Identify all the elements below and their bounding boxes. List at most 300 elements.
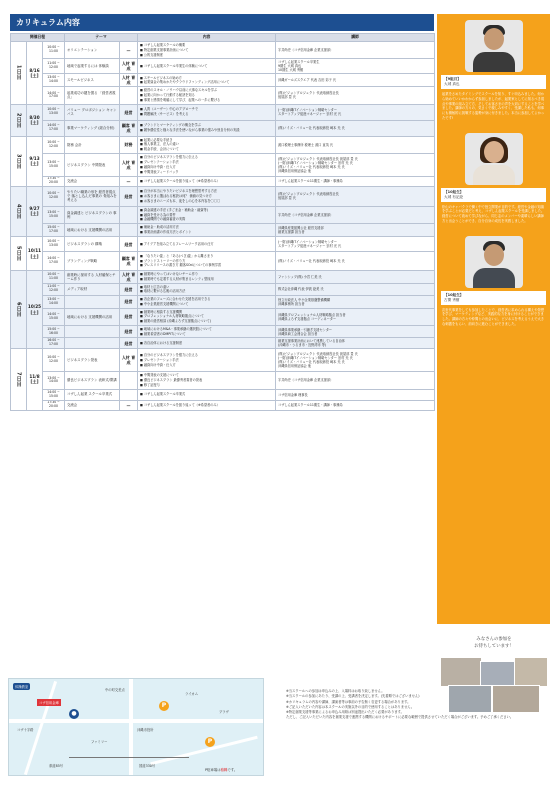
content-item: ■ 補助金・助成の活用方法 xyxy=(140,225,273,230)
session-time: 14:00 ~ 15:00 xyxy=(43,308,65,325)
speaker-line: 沖縄県信用保証協会 他 xyxy=(278,364,311,369)
lecturer-testimonial: 松山のキャバクラで働く中で独立開業が目的です。経営や金融の知識を学ぶことが必要だと考え、コザしん起業スクールを受講しました。経営について改めて学びながら、同じ志のメンバーや素晴らしい講師方と出会うことができ、自分自身の成長を実感しました。 xyxy=(442,204,545,223)
header-speaker: 講師 xyxy=(276,34,435,42)
parking-note-prefix: P駐車場は xyxy=(205,768,221,772)
table-row xyxy=(11,271,435,284)
session-content xyxy=(138,237,276,252)
content-item: ■ プロフェッショナル人材戦略拠点について xyxy=(140,314,273,319)
session-category: 経営 xyxy=(120,186,138,206)
content-item: ■ 中間発表フィードバック xyxy=(140,170,273,175)
session-speaker xyxy=(276,153,435,176)
content-item: ■ 起業資金の集めかたやクラウドファンディング活用について xyxy=(140,80,273,85)
map-rail xyxy=(69,757,189,758)
map-road xyxy=(150,736,257,766)
speaker-line: (株)ビジョンプロジェクト 代表取締役社長 仮屋部 豊 氏 xyxy=(278,352,358,357)
session-theme xyxy=(65,296,120,309)
session-category: 経営 xyxy=(120,104,138,120)
header-content: 内容 xyxy=(138,34,276,42)
day-number xyxy=(11,349,27,410)
session-category: 経営 xyxy=(120,237,138,252)
day-number xyxy=(11,271,27,349)
map-label: 中の町交差点 xyxy=(105,688,125,692)
session-theme: メディア取材 xyxy=(65,283,120,296)
session-time: 10:00 ~ 11:00 xyxy=(43,271,65,284)
session-date xyxy=(27,186,43,236)
content-item: ■ 自分のビジネスプランを強力に伝える xyxy=(140,155,273,160)
session-speaker xyxy=(276,349,435,372)
table-row xyxy=(11,74,435,87)
session-date xyxy=(27,271,43,349)
lecturer-tag: 【9組目】 xyxy=(444,77,461,81)
content-item: ■ 自分のビジネスプランを強力に伝える xyxy=(140,353,273,358)
lecturer-photo-2 xyxy=(465,133,523,185)
header-schedule: 開催日程 xyxy=(11,34,65,42)
session-category: 顧客 育成 xyxy=(120,252,138,271)
note-line: ※特定創業支援等事業によるお申込み用紙は別途提出いただく必要があります。 xyxy=(286,710,404,715)
speaker-line: (一財)沖縄ITイノベーション戦略センター 崇村 光 氏 xyxy=(278,160,353,165)
session-category: 経営 xyxy=(120,338,138,349)
session-content xyxy=(138,42,276,59)
table-row xyxy=(11,308,435,325)
session-speaker xyxy=(276,176,435,186)
table-row xyxy=(11,338,435,349)
content-item: ■ 起業に必要な手続き xyxy=(140,138,273,143)
session-theme: 事業マーケティング (総合分析) xyxy=(65,120,120,136)
session-speaker xyxy=(276,74,435,87)
table-header-row xyxy=(11,34,435,42)
session-weekday: [土] xyxy=(30,253,39,259)
session-date-value: 8/16 xyxy=(29,67,40,73)
session-time: 13:00 ~ 14:00 xyxy=(43,74,65,87)
content-item: ■ コザしん起業スクール卒業式 xyxy=(140,392,273,397)
session-content xyxy=(138,296,276,309)
lecturer-card-3 xyxy=(441,291,546,305)
parking-icon: P xyxy=(205,737,215,747)
session-theme: バリュー プロポジション キャンバス xyxy=(65,104,120,120)
speaker-line: スタートアップ促進マネージャー 崇村 光 氏 xyxy=(278,112,342,116)
content-item: ■ 創業の経営相談 (沖縄よろず支援拠点について) xyxy=(140,319,273,324)
session-speaker xyxy=(276,372,435,389)
speaker-line: (一財)沖縄ITイノベーション戦略センター xyxy=(278,108,338,112)
speaker-line: (株)ノイズ・バリュー社 代表取締役 崎本 光 氏 xyxy=(278,164,345,169)
content-item: ■ 創業時に相談する支援機関 xyxy=(140,310,273,315)
day-number xyxy=(11,104,27,136)
session-category xyxy=(120,389,138,400)
content-item: ■ 中間発表の支援について xyxy=(140,373,273,378)
speaker-line: コザしん起業スクール11期生・講師・事務局 xyxy=(278,179,343,184)
session-speaker xyxy=(276,87,435,104)
session-speaker xyxy=(276,325,435,338)
content-item: ■ コザしん起業スクールを振り返って（※希望者のみ） xyxy=(140,403,273,408)
curriculum-header xyxy=(10,14,434,31)
content-item: ■ 人質（ユーザー）中心のアプローチで xyxy=(140,107,273,112)
speaker-line: 沖縄県信用保証協会 他 xyxy=(278,168,311,173)
session-weekday: [土] xyxy=(30,120,39,125)
map-label: 沖縄市役所 xyxy=(137,728,154,732)
map-road xyxy=(9,719,264,723)
speaker-line: (株)ビジョンプロジェクト 代表取締役社長 xyxy=(278,91,339,96)
curriculum-title: カリキュラム内容 xyxy=(16,18,80,27)
session-speaker xyxy=(276,308,435,325)
session-theme: やりたい職業の形を 経営者視点で 落とし込んだ事業の 骨組みを考える xyxy=(65,186,120,206)
table-row xyxy=(11,325,435,338)
session-speaker xyxy=(276,389,435,400)
day-number xyxy=(11,136,27,186)
session-speaker xyxy=(276,120,435,136)
session-category: 人材 育成 xyxy=(120,59,138,74)
invitation-line-2: お待ちしています！ xyxy=(474,644,514,650)
content-item: ■ 公的支援制度 xyxy=(140,53,273,58)
speaker-line: 独立行政法人 中小企業基盤整備機構 xyxy=(278,297,331,302)
map-label: ファミリー xyxy=(91,740,108,744)
content-item: ■ アイデアを組み立てるフレームワーク活用の仕方 xyxy=(140,242,273,247)
session-time: 14:00 ~ 15:00 xyxy=(43,389,65,400)
table-row xyxy=(11,59,435,74)
content-item: ■ コザしん起業スクールを振り返って（※希望者のみ） xyxy=(140,179,273,184)
content-item: ■ 融資向け中資・仕入方 xyxy=(140,165,273,170)
session-date xyxy=(27,42,43,105)
table-row xyxy=(11,206,435,223)
session-content xyxy=(138,136,276,153)
session-category: 経営 xyxy=(120,308,138,325)
invitation-line-1: みなさんの参加を xyxy=(476,637,512,642)
table-row xyxy=(11,400,435,410)
session-category xyxy=(120,206,138,223)
session-theme: ビジネスプラン発表 xyxy=(65,349,120,372)
session-time: 13:00 ~ 14:00 xyxy=(43,296,65,309)
day-number-label: 1日目 xyxy=(15,65,22,81)
session-time: 15:00 ~ 17:00 xyxy=(43,224,65,237)
session-speaker xyxy=(276,283,435,296)
session-content xyxy=(138,87,276,104)
speaker-line: 9期生 大城 真也 xyxy=(278,64,302,69)
speaker-line: 沖縄県産業振興公社 経営支援部 xyxy=(278,226,324,230)
speaker-line: 沖縄県よろず支援拠点 コーディネーター xyxy=(278,316,337,321)
session-category: 人材 育成 xyxy=(120,74,138,87)
content-item: ■ 「なりたい姿」と「ある(べき)姿」から離さまり xyxy=(140,254,273,259)
content-item: ■ 経営のスキル・ノウハウ以前に大事なスキルを学ぶ xyxy=(140,88,273,93)
table-row xyxy=(11,42,435,59)
table-row xyxy=(11,136,435,153)
content-item: ■ プレゼンテーション手法 xyxy=(140,358,273,363)
content-item: ■ コザしん起業スクール卒業生の体験について xyxy=(140,64,273,69)
lecturer-tag: 【10組生】 xyxy=(444,189,464,194)
session-category: 財務 xyxy=(120,136,138,153)
session-content xyxy=(138,308,276,325)
lecturer-tag: 【10組生】 xyxy=(444,292,464,297)
speaker-line: コザ信用金庫 理事長 xyxy=(278,392,308,397)
content-item: ■ 競争優位性と様々な手法を使いながら事業の強みや独自分析の実践 xyxy=(140,128,273,133)
content-item: ■ 個人事業主、法人の違い xyxy=(140,142,273,147)
session-content xyxy=(138,325,276,338)
content-item: ■ 問題解決（サービス）を考える xyxy=(140,112,273,117)
session-theme: ビジネスプランの 構築 xyxy=(65,237,120,252)
session-category: — xyxy=(120,400,138,410)
speaker-line: 宇井尚史（コザ信用金庫 企業支援部） xyxy=(278,48,334,53)
session-date xyxy=(27,237,43,271)
lecturer-card-1 xyxy=(441,75,546,89)
session-content xyxy=(138,104,276,120)
lecturer-name: 大城 真也 xyxy=(444,82,460,86)
session-content xyxy=(138,400,276,410)
session-category xyxy=(120,224,138,237)
content-item: ■ 修了証授与 xyxy=(140,383,273,388)
table-row xyxy=(11,283,435,296)
map-station-label: 体操教室 xyxy=(15,685,29,689)
session-date xyxy=(27,349,43,410)
session-content xyxy=(138,389,276,400)
session-weekday: [土] xyxy=(30,161,39,167)
speaker-line: (株)ビジョンプロジェクト 代表取締役社長 仮屋部 豊 氏 xyxy=(278,156,358,161)
lecturer-photo-3 xyxy=(465,236,523,288)
day-number-label: 3日目 xyxy=(15,153,22,169)
session-theme: 創業時に採用する 人材確保とチーム作り xyxy=(65,271,120,284)
content-item: ■ 起業に向かって行動する秘訣を知る xyxy=(140,93,273,98)
session-time: 10:00 ~ 12:00 xyxy=(43,349,65,372)
session-category: 人材 育成 xyxy=(120,349,138,372)
session-speaker xyxy=(276,338,435,349)
parking-icon: P xyxy=(159,701,169,711)
content-item: ■ 自分が本当にやりたいビジネスを理想思考する方法 xyxy=(140,189,273,194)
content-item: ■ ブランドストーリーの作り方 xyxy=(140,259,273,264)
notes-section xyxy=(286,689,548,721)
note-line: ただし、ご記入いただいた内容を創業支援で連携する機関におけるサポートに必要な範囲で提供させていただく場合がございます。予めご了承ください。 xyxy=(286,715,514,720)
session-speaker xyxy=(276,296,435,309)
session-content xyxy=(138,372,276,389)
day-number-label: 6日目 xyxy=(15,302,22,318)
map-label: プラザ xyxy=(219,710,229,714)
day-number-label: 5日目 xyxy=(15,246,22,261)
day-number xyxy=(11,237,27,271)
day-number xyxy=(11,186,27,236)
speaker-line: (株)ノイズ・バリュー社 代表取締役 崎本 光 氏 xyxy=(278,259,345,263)
session-date-value: 8/30 xyxy=(29,114,40,120)
session-theme: オリエンテーション xyxy=(65,42,120,59)
session-content xyxy=(138,224,276,237)
session-category: 人材 育成 xyxy=(120,153,138,176)
lecturer-card-2 xyxy=(441,188,546,202)
header-theme: テーマ xyxy=(65,34,138,42)
speaker-line: (沖縄市・うるま市・宜野湾市 等) xyxy=(278,343,327,348)
session-theme: スモールビジネス xyxy=(65,74,120,87)
session-theme: 優良ビジネスプラン 表彰式/閉講 xyxy=(65,372,120,389)
note-line: ※カリキュラムの内容や講師、講演者等は事前の予告無く変更する場合があります。 xyxy=(286,699,411,704)
table-body xyxy=(11,42,435,411)
speaker-line: 創業支援事業計画において連携している自治体 xyxy=(278,339,345,344)
content-item: ■ お客さまのニーズも本、夜をしの心を本内容を〇〇〇 xyxy=(140,199,273,204)
session-time: 14:00 ~ 17:00 xyxy=(43,87,65,104)
session-theme xyxy=(65,325,120,338)
content-item: ■ プレスリリースの書き方 顧客SOdについての事例学習 xyxy=(140,263,273,268)
session-content xyxy=(138,338,276,349)
content-item: ■ 融資向け中資・仕入方 xyxy=(140,363,273,368)
speaker-line: 沖縄県商工会連合会 担当者 xyxy=(278,331,318,336)
content-item: ■ コザしん起業スクールの概要 xyxy=(140,43,273,48)
session-speaker xyxy=(276,104,435,120)
speaker-line: コザしん起業スクール卒業生 xyxy=(278,60,320,65)
session-time: 11:00 ~ 12:00 xyxy=(43,283,65,296)
session-category: — xyxy=(120,42,138,59)
session-speaker xyxy=(276,59,435,74)
session-theme: 交流会 xyxy=(65,400,120,410)
content-item: ■ 創業希望者のDMPITについて xyxy=(140,332,273,337)
content-item: ■ 取材と広告の違い xyxy=(140,285,273,290)
lecturer-photo-1 xyxy=(465,20,523,72)
parking-note-suffix: です。 xyxy=(227,768,238,772)
session-time: 10:00 ~ 13:00 xyxy=(43,237,65,252)
table-row xyxy=(11,104,435,120)
speaker-line: 宇井尚史（コザ信用金庫 企業支援部） xyxy=(278,378,334,383)
session-time: 10:00 ~ 12:00 xyxy=(43,186,65,206)
session-theme: ブランディング戦略 xyxy=(65,252,120,271)
session-date-value: 10/11 xyxy=(27,248,42,254)
session-weekday: [土] xyxy=(30,309,39,315)
speaker-line: 仮屋部 豊 氏 xyxy=(278,196,296,201)
content-item: ■ 事業と感情を明確にして学び、起業への一歩に繋げる xyxy=(140,98,273,103)
content-item: ■ 各企業のフェーズに合わせた支援を活用できる xyxy=(140,297,273,302)
session-date-value: 9/27 xyxy=(29,206,40,212)
session-time: 17:30 ~ 20:00 xyxy=(43,176,65,186)
speaker-line: 宇井尚史（コザ信用金庫 企業支援部） xyxy=(278,212,334,217)
session-theme: 交流会 xyxy=(65,176,120,186)
lecturer-name: 古閑 秀樹 xyxy=(444,297,460,302)
lecturer-testimonial: 起業をさめたタイミングでスクールを知り、すぐ申込みました。何から始めていいかわからず参加しましたが、起業家としてに知るべき視点や事業の組み立て方、そしてお客さまの声を大切にすることを学べました。講師の方々の、気さくで親しみやすく、受講した私も、何事にも積極的に挑戦する姿勢が身に付きました。本当に参加してよかったです! xyxy=(442,92,545,120)
session-category: 人材 育成 xyxy=(120,271,138,284)
session-time: 10:00 ~ 11:00 xyxy=(43,42,65,59)
session-content xyxy=(138,271,276,284)
testimonial-sidebar xyxy=(437,14,550,624)
session-theme: ビジネスプラン 中間発表 xyxy=(65,153,120,176)
session-content xyxy=(138,176,276,186)
table-row xyxy=(11,186,435,206)
session-time: 16:00 ~ 17:00 xyxy=(43,338,65,349)
speaker-line: 仮屋部 豊 氏 xyxy=(278,95,296,100)
speaker-line: (株)ノイズ・バリュー社 代表取締役 崎本 光 氏 xyxy=(278,360,345,365)
session-date-value: 9/13 xyxy=(29,155,40,161)
session-content xyxy=(138,186,276,206)
session-category: 経営 xyxy=(120,296,138,309)
content-item: ■ ブランドとマーケティングの概念を学ぶ xyxy=(140,123,273,128)
content-item: ■ 融資を受ける為の要件 xyxy=(140,213,273,218)
content-item: ■ 中小企業経営支援機関について xyxy=(140,302,273,307)
session-speaker xyxy=(276,252,435,271)
content-item: ■ スモールビジネスの始め方 xyxy=(140,76,273,81)
map-label: 国道330号 xyxy=(139,764,156,768)
content-item: ■ プレゼンテーション手法 xyxy=(140,160,273,165)
table-row xyxy=(11,372,435,389)
curriculum-table xyxy=(10,33,435,411)
session-content xyxy=(138,120,276,136)
session-content xyxy=(138,74,276,87)
content-item: ■ 金融機関での融資審査の実際 xyxy=(140,217,273,222)
table-row xyxy=(11,389,435,400)
session-date xyxy=(27,136,43,186)
speaker-line: 10期生 大城 秀樹 xyxy=(278,68,304,73)
session-content xyxy=(138,153,276,176)
session-speaker xyxy=(276,400,435,410)
speaker-line: 創業支援課 担当者 xyxy=(278,230,305,234)
lecturer-name: 大城 有記絵 xyxy=(444,194,464,199)
session-content xyxy=(138,283,276,296)
speaker-line: 沖縄ガールズスクエア 代表 吉田 彩子 氏 xyxy=(278,78,337,83)
session-time: 13:00 ~ 15:00 xyxy=(43,206,65,223)
content-item: ■ 特定創業支援事業計画について xyxy=(140,48,273,53)
speaker-line: 沖縄県プロフェッショナル人材戦略拠点 担当者 xyxy=(278,312,346,317)
content-item: ■ 創業時でも定着する人材が集まるレンティ型採用 xyxy=(140,277,273,282)
content-item: ■ 事業計画書の作成方法とポイント xyxy=(140,230,273,235)
session-theme: 地域における 支援機関の活用 xyxy=(65,308,120,325)
speaker-line: 沖縄事務所 担当者 xyxy=(278,301,305,306)
session-time: 17:30 ~ 20:00 xyxy=(43,400,65,410)
session-category: 経営 xyxy=(120,283,138,296)
session-category: 顧客 育成 xyxy=(120,120,138,136)
table-row xyxy=(11,349,435,372)
table-row xyxy=(11,296,435,309)
note-line: ※当スクールへの参加は申込みの上、入場料はお取り致しません。 xyxy=(286,689,385,693)
map-venue-pin: ● xyxy=(69,709,79,719)
session-date-value: 10/25 xyxy=(27,304,42,310)
event-photo xyxy=(480,661,516,687)
session-time: 15:00 ~ 16:00 xyxy=(43,325,65,338)
content-item: ■ 資金調達の手法 (手ごま金・補助金・融資等) xyxy=(140,208,273,213)
session-speaker xyxy=(276,224,435,237)
session-speaker xyxy=(276,237,435,252)
venue-map xyxy=(8,678,264,776)
session-content xyxy=(138,252,276,271)
session-weekday: [土] xyxy=(30,72,39,78)
speaker-line: 沖縄県事業承継・引継ぎ支援センター xyxy=(278,327,333,332)
session-theme: 地域で起業するには 体験談 xyxy=(65,59,120,74)
speaker-line: 株式会社沖縄 代表 伊波 絵美 氏 xyxy=(278,287,324,292)
session-speaker xyxy=(276,186,435,206)
day-number xyxy=(11,42,27,105)
session-theme xyxy=(65,338,120,349)
table-row xyxy=(11,237,435,252)
map-label: ライカム xyxy=(185,692,198,696)
content-item: ■ 取材に繋がる広報の活用方法 xyxy=(140,289,273,294)
session-time: 14:00 ~ 17:00 xyxy=(43,120,65,136)
session-speaker xyxy=(276,271,435,284)
session-category: — xyxy=(120,176,138,186)
session-category xyxy=(120,87,138,104)
session-time: 13:00 ~ 14:00 xyxy=(43,372,65,389)
table-row xyxy=(11,252,435,271)
session-date-value: 11/8 xyxy=(29,374,40,380)
content-item: ■ お客さまに選ばれる秘訣は何？ 価値の見つけ方 xyxy=(140,194,273,199)
session-time: 13:00 ~ 15:00 xyxy=(43,153,65,176)
speaker-line: (一財)沖縄ITイノベーション戦略センター 崇村 光 氏 xyxy=(278,356,353,361)
content-item: ■ 優良ビジネスプラン 最優秀者賞者の発表 xyxy=(140,378,273,383)
map-venue-label: コザ信用金庫 xyxy=(39,701,59,705)
speaker-line: (一財)沖縄ITイノベーション戦略センター xyxy=(278,240,338,244)
speaker-line: 渡口税理士事務所 税理士 渡口 直英 氏 xyxy=(278,142,334,147)
lecturer-testimonial: 次世代事業をしても参加したことで、経営者に求められる構えや発想を学び、マーケティングなど、実践的な力を身に付けることができました。講師の方々や仲間との出会いに、ビジネスを考えるうえで大きな刺激をもらい、前向きに進むことができました。 xyxy=(442,307,545,326)
speaker-line: (株)ノイズ・バリュー社 代表取締役 崎本 光 氏 xyxy=(278,126,345,130)
session-time: 10:00 ~ 13:00 xyxy=(43,104,65,120)
session-weekday: [土] xyxy=(30,379,39,385)
content-item: ■ 各自治体における支援制度 xyxy=(140,341,273,346)
parking-note-emphasis: 有料 xyxy=(220,768,228,772)
session-category: 経営 xyxy=(120,325,138,338)
session-speaker xyxy=(276,42,435,59)
speaker-line: ファンシップ(株) 小宮 仁美 氏 xyxy=(278,274,322,279)
event-photo xyxy=(440,657,482,687)
session-content xyxy=(138,206,276,223)
session-time: 14:00 ~ 17:00 xyxy=(43,252,65,271)
speaker-line: (株)ビジョンプロジェクト 代表取締役社長 xyxy=(278,192,339,197)
session-time: 10:00 ~ 12:00 xyxy=(43,136,65,153)
session-theme: 起業成功の鍵を握る 「経営者視点」 xyxy=(65,87,120,104)
